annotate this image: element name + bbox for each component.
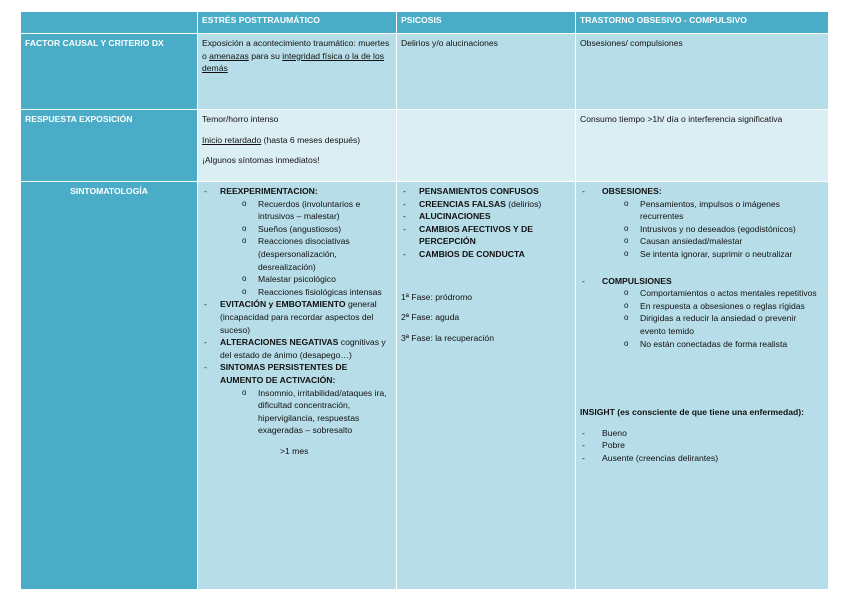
cell-factor-psicosis: Delirios y/o alucinaciones xyxy=(397,34,576,110)
respuesta-line-3: ¡Algunos síntomas inmediatos! xyxy=(202,155,320,166)
cell-sintomas-toc xyxy=(576,182,829,590)
phase-3: 3ª Fase: la recuperación xyxy=(401,332,494,343)
list-item xyxy=(202,336,392,361)
compulsiones-sublist xyxy=(624,287,824,350)
psicosis-item-bold: CAMBIOS DE CONDUCTA xyxy=(419,248,525,259)
inicio-retardado: Inicio retardado xyxy=(202,134,262,145)
row-factor-causal xyxy=(21,34,829,110)
row-label-sintomatologia: SINTOMATOLOGÍA xyxy=(21,182,198,590)
header-psicosis: PSICOSIS xyxy=(397,12,576,34)
list-item: o Recuerdos (involuntarios e intrusivos – malestar) xyxy=(242,198,392,223)
row-sintomatologia xyxy=(21,182,829,590)
cell-respuesta-toc: Consumo tiempo >1h/ día o interferencia significativa xyxy=(576,110,829,182)
activacion-sublist xyxy=(242,387,392,437)
insight-list xyxy=(580,427,824,465)
list-item: o Malestar psicológico xyxy=(242,273,392,286)
psicosis-item-rest: (delirios) xyxy=(505,198,542,209)
list-item xyxy=(401,185,571,198)
obsesiones-sublist xyxy=(624,198,824,261)
list-item: o Insomnio, irritabilidad/ataques ira, dificultad concentración, hipervigilancia, respuestas exageradas – sobresalto xyxy=(242,387,392,437)
list-item xyxy=(401,223,571,248)
list-item: o Causan ansiedad/malestar xyxy=(624,235,824,248)
evitacion-text: general (incapacidad para recordar aspectos del suceso) xyxy=(220,299,377,335)
toc-symptom-list xyxy=(580,185,824,261)
list-item xyxy=(401,248,571,261)
list-item: o Reacciones fisiológicas intensas xyxy=(242,286,392,299)
psicosis-item-bold: ALUCINACIONES xyxy=(419,211,491,222)
respuesta-line-2 xyxy=(202,134,392,147)
list-item: - Bueno xyxy=(580,427,824,440)
list-item xyxy=(580,275,824,351)
list-item: - Ausente (creencias delirantes) xyxy=(580,452,824,465)
cell-sintomas-tept xyxy=(198,182,397,590)
list-item: o En respuesta a obsesiones o reglas rígidas xyxy=(624,300,824,313)
row-respuesta-exposicion xyxy=(21,110,829,182)
phase-1: 1ª Fase: pródromo xyxy=(401,291,473,302)
list-item: o Reacciones disociativas (despersonalización, desrealización) xyxy=(242,235,392,273)
insight-title: INSIGHT (es consciente de que tiene una enfermedad): xyxy=(580,407,804,418)
list-item: o Sueños (angustiosos) xyxy=(242,223,392,236)
list-item xyxy=(202,298,392,336)
list-item: o Dirigidas a reducir la ansiedad o prevenir evento temido xyxy=(624,312,824,337)
row-label-respuesta: RESPUESTA EXPOSICIÓN xyxy=(21,110,198,182)
comparison-table xyxy=(20,11,829,590)
list-item xyxy=(202,185,392,298)
list-item xyxy=(401,210,571,223)
tept-symptom-list xyxy=(202,185,392,437)
evitacion-title: EVITACIÓN y EMBOTAMIENTO xyxy=(220,299,346,310)
comparison-table-page xyxy=(20,11,828,590)
factor-tept-text-1: Exposición a acontecimiento traumático: muertes o xyxy=(202,38,390,61)
psicosis-item-bold: CREENCIAS FALSAS xyxy=(419,198,506,209)
list-item: o Comportamientos o actos mentales repetitivos xyxy=(624,287,824,300)
reexperimentacion-sublist xyxy=(242,198,392,299)
psicosis-item-bold: CAMBIOS AFECTIVOS Y DE PERCEPCIÓN xyxy=(419,223,533,247)
obsesiones-title: OBSESIONES: xyxy=(602,186,662,196)
row-label-factor: FACTOR CAUSAL Y CRITERIO DX xyxy=(21,34,198,110)
list-item: o Se intenta ignorar, suprimir o neutralizar xyxy=(624,248,824,261)
alteraciones-title: ALTERACIONES NEGATIVAS xyxy=(220,337,339,348)
cell-factor-toc: Obsesiones/ compulsiones xyxy=(576,34,829,110)
compulsiones-list xyxy=(580,275,824,351)
compulsiones-title: COMPULSIONES xyxy=(602,275,672,286)
factor-tept-text-3: para su xyxy=(248,50,283,61)
list-item xyxy=(401,198,571,211)
header-toc: TRASTORNO OBSESIVO - COMPULSIVO xyxy=(576,12,829,34)
alteraciones-text: cognitivas y del estado de ánimo (desapego…) xyxy=(220,337,386,360)
cell-factor-tept xyxy=(198,34,397,110)
list-item: - Pobre xyxy=(580,439,824,452)
list-item: o No están conectadas de forma realista xyxy=(624,338,824,351)
duration-text: >1 mes xyxy=(280,445,309,456)
psicosis-item-bold: PENSAMIENTOS CONFUSOS xyxy=(419,186,539,196)
cell-respuesta-tept xyxy=(198,110,397,182)
factor-tept-integridad: integridad física o la de los demás xyxy=(202,50,385,74)
list-item: o Pensamientos, impulsos o imágenes recurrentes xyxy=(624,198,824,223)
header-row xyxy=(21,12,829,34)
list-item xyxy=(202,361,392,437)
inicio-retardado-rest: (hasta 6 meses después) xyxy=(261,134,361,145)
activacion-title: SINTOMAS PERSISTENTES DE AUMENTO DE ACTIVACIÓN: xyxy=(220,362,348,385)
phase-2: 2ª Fase: aguda xyxy=(401,312,460,323)
list-item: o Intrusivos y no deseados (egodistónicos) xyxy=(624,223,824,236)
header-tept: ESTRÉS POSTTRAUMÁTICO xyxy=(198,12,397,34)
header-empty-cell xyxy=(21,12,198,34)
list-item xyxy=(580,185,824,261)
psicosis-symptom-list xyxy=(401,185,571,261)
cell-respuesta-psicosis xyxy=(397,110,576,182)
cell-sintomas-psicosis xyxy=(397,182,576,590)
factor-tept-amenazas: amenazas xyxy=(209,50,249,61)
respuesta-line-1: Temor/horro intenso xyxy=(202,114,279,124)
reexperimentacion-title: REEXPERIMENTACION: xyxy=(220,186,318,196)
